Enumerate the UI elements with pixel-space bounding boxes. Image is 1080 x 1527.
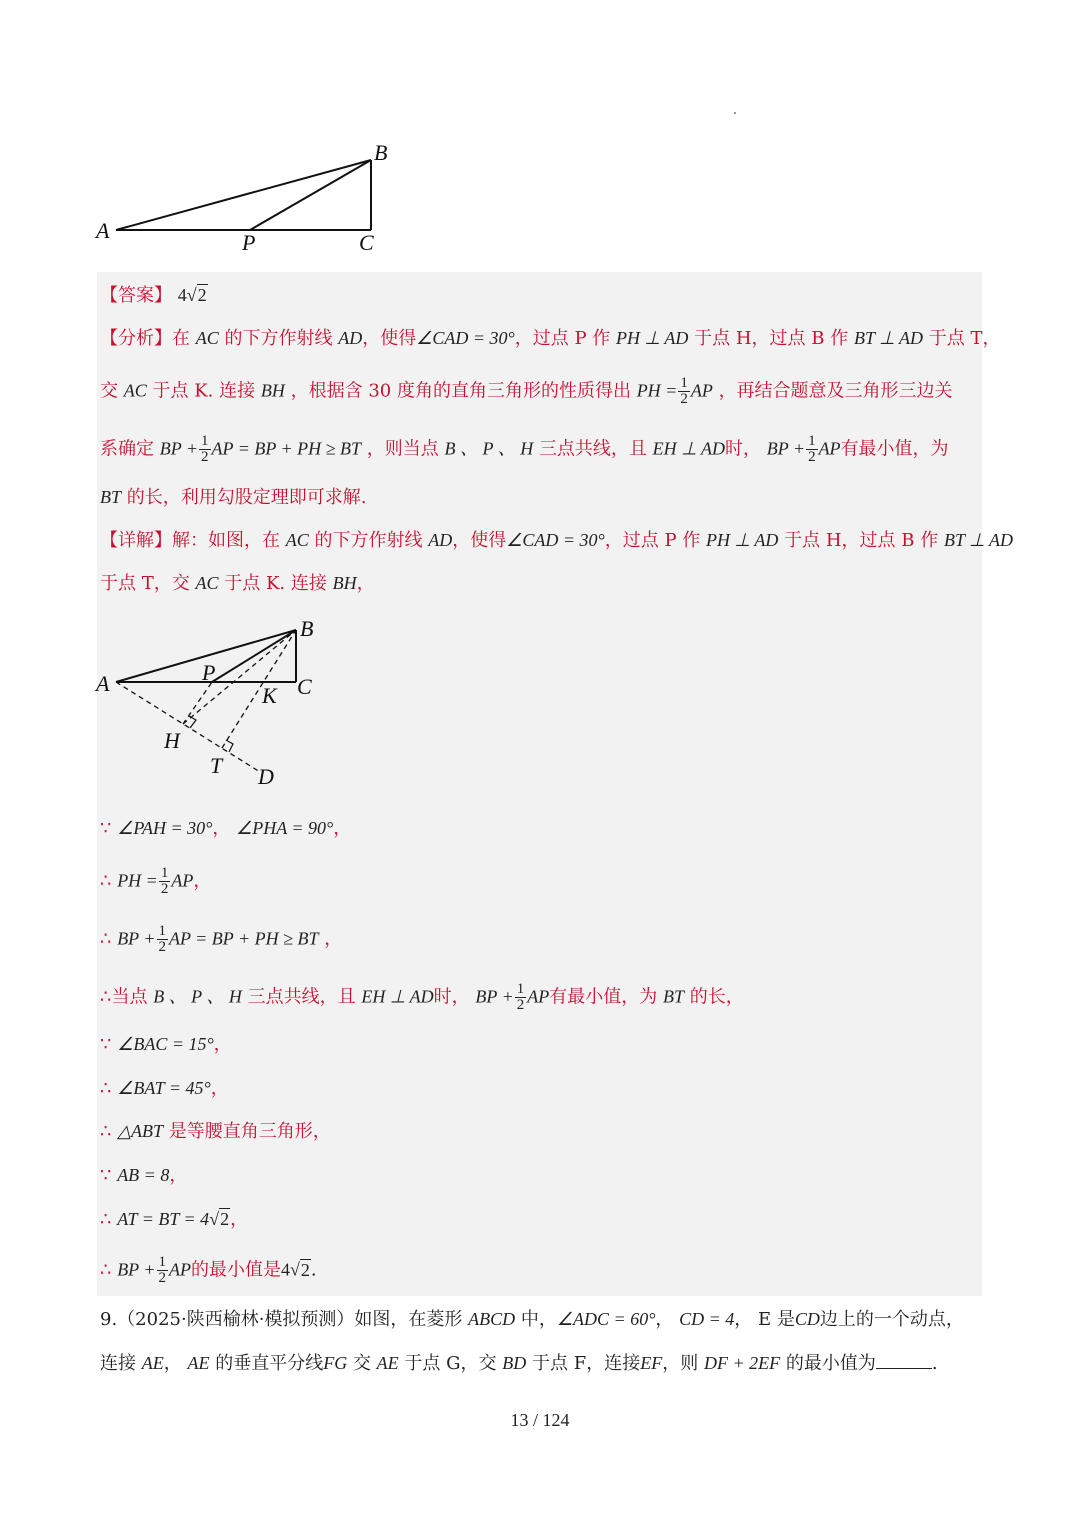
page-number: 13 / 124 [510,1410,570,1430]
detail-line-1: 【详解】解：如图，在 AC 的下方作射线 AD，使得∠CAD = 30°，过点 P 作 PH ⊥ AD 于点 H，过点 B 作 BT ⊥ AD [100,530,1014,551]
right-angle-T [226,740,233,752]
label-T: T [210,753,223,778]
label-H: H [164,728,180,753]
triangle-figure-2 [90,612,320,792]
label-C: C [359,230,374,255]
label-B: B [374,140,388,165]
segment-BP [250,160,371,230]
step-9: ∴ AT = BT = 4√2， [100,1209,249,1230]
label-A: A [96,671,110,696]
detail-line-2: 于点 T，交 AC 于点 K. 连接 BH， [100,573,375,594]
step-3: ∴ BP + $\frac{1}{2}$ AP = BP + PH ≥ BT ， [100,923,343,955]
analysis-line-3: 系确定 BP + $\frac{1}{2}$ AP = BP + PH ≥ BT ，则当点 B 、 P 、 H 三点共线，且 EH ⊥ AD时， BP + $\frac{1}{2}$ AP有最小值，为 [100,433,949,465]
answer-blank[interactable] [876,1350,932,1369]
step-5: ∵ ∠BAC = 15°， [100,1034,232,1055]
step-7: ∴ △ABT 是等腰直角三角形， [100,1121,331,1142]
segment-BP [212,630,296,682]
step-4: ∴当点 B 、 P 、 H 三点共线，且 EH ⊥ AD时， BP + $\frac{1}{2}$ AP有最小值，为 BT 的长， [100,981,744,1013]
label-A: A [96,218,110,243]
step-6: ∴ ∠BAT = 45°， [100,1078,229,1099]
analysis-line-1: 【分析】在 AC 的下方作射线 AD，使得∠CAD = 30°，过点 P 作 PH ⊥ AD 于点 H，过点 B 作 BT ⊥ AD 于点 T， [100,328,1001,349]
label-D: D [258,764,274,789]
scan-speck [734,112,736,114]
step-10: ∴ BP + $\frac{1}{2}$ AP的最小值是4√2. [100,1254,317,1286]
label-P: P [202,660,216,685]
label-C: C [297,674,312,699]
segment-PH [183,682,212,724]
ray-AD [116,682,260,772]
question-9-line-2: 连接 AE， AE 的垂直平分线FG 交 AE 于点 G，交 BD 于点 F，连接EF，则 DF + 2EF 的最小值为 . [100,1350,938,1376]
segment-AB [116,160,371,230]
analysis-line-2: 交 AC 于点 K. 连接 BH ，根据含 30 度角的直角三角形的性质得出 PH = $\frac{1}{2}$ AP ，再结合题意及三角形三边关 [100,375,953,407]
label-B: B [300,616,314,641]
step-1: ∵ ∠PAH = 30°， ∠PHA = 90°， [100,818,352,839]
label-K: K [262,683,277,708]
triangle-figure-1 [90,140,410,260]
answer-value: 4√2 [177,285,207,305]
segment-BH [183,630,296,724]
answer-line [100,283,208,308]
step-8: ∵ AB = 8， [100,1165,188,1186]
label-P: P [242,230,256,255]
analysis-line-4: BT 的长，利用勾股定理即可求解. [100,487,367,508]
question-9-line-1: 9.（2025·陕西榆林·模拟预测）如图，在菱形 ABCD 中，∠ADC = 60°， CD = 4， E 是CD边上的一个动点， [100,1309,964,1330]
answer-tag: 【答案】 [100,285,172,306]
step-2: ∴ PH = $\frac{1}{2}$ AP， [100,865,212,897]
